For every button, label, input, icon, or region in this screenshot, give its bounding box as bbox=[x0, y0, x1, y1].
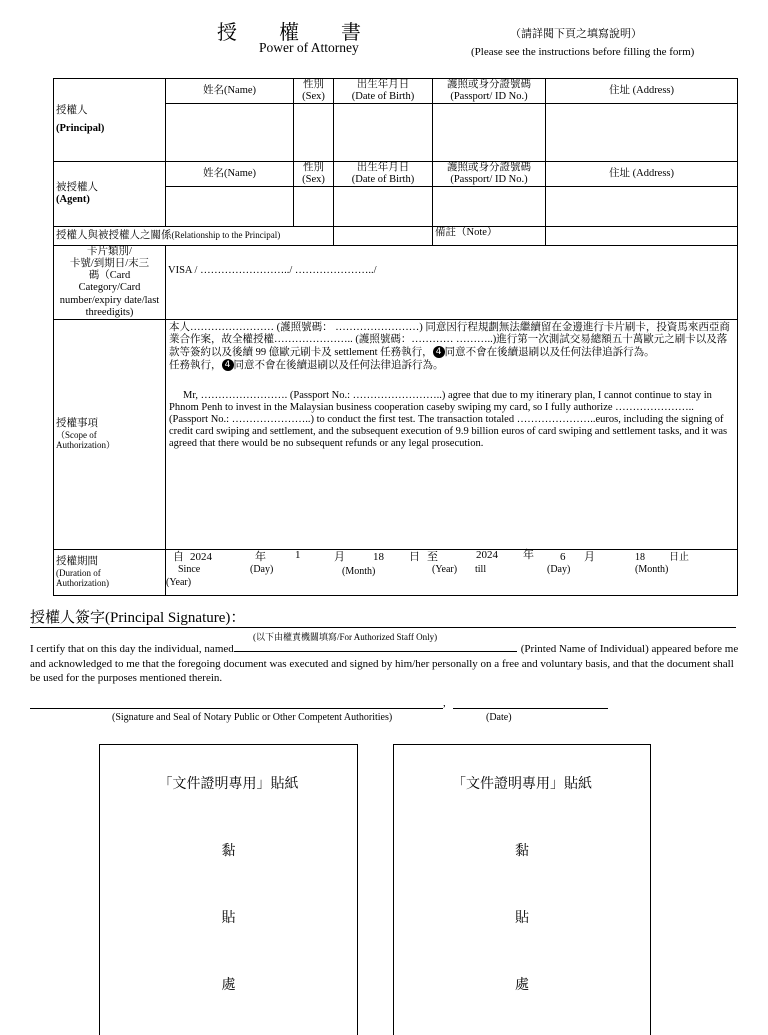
period-text: (Month) bbox=[635, 563, 669, 575]
relationship-label-cn: 授權人與被授權人之關係 bbox=[56, 230, 172, 242]
sticker-char: 處 bbox=[221, 978, 236, 993]
period-text: (Month) bbox=[342, 565, 376, 577]
agent-name-header bbox=[166, 162, 294, 187]
agent-name-field[interactable] bbox=[166, 187, 294, 227]
card-info-field[interactable]: VISA / ……………………../ …………………../ bbox=[166, 246, 738, 319]
scope-text-cn-repeat bbox=[169, 359, 734, 372]
agent-sex-field[interactable] bbox=[294, 187, 334, 227]
period-text: 自 bbox=[173, 550, 184, 563]
sticker-box bbox=[393, 744, 651, 1035]
principal-id-header bbox=[433, 79, 546, 104]
agent-label bbox=[54, 162, 166, 227]
relationship-label-en: (Relationship to the Principal) bbox=[171, 230, 281, 241]
sticker-char: 黏 bbox=[515, 844, 529, 859]
instructions-note-en: (Please see the instructions before filling the form) bbox=[471, 46, 695, 58]
scope-label-cn: 授權事項 bbox=[56, 417, 98, 429]
circled-number-icon: 4 bbox=[433, 346, 445, 358]
header-text: (Date of Birth) bbox=[351, 174, 415, 186]
card-label-line: threedigits) bbox=[85, 306, 134, 318]
agent-id-header bbox=[433, 162, 546, 187]
sticker-char: 黏 bbox=[221, 844, 236, 859]
period-field[interactable] bbox=[166, 549, 738, 595]
sticker-char: 貼 bbox=[221, 911, 236, 926]
period-text: 月 bbox=[334, 550, 345, 563]
period-text: (Year) bbox=[166, 576, 192, 588]
title-char: 書 bbox=[341, 22, 369, 44]
header-text: 姓名(Name) bbox=[202, 85, 257, 97]
principal-label-en: (Principal) bbox=[56, 123, 105, 135]
printed-name-field[interactable] bbox=[234, 641, 517, 652]
card-label-line: Category/Card bbox=[78, 282, 141, 294]
scope-text-en: Mr, ……………………. (Passport No.: ……………………..) agree that due to my itinerary plan, I cannot continue to stay in Phnom Penh to invest in the Malaysian business cooperation caseby swiping my card, so I fully authorize ………………….. (Passport No.: …………………..) to conduct the first test. The transaction totaled …………………..euros, including the signing of credit card swiping and settlement, and the subsequent execution of 9.9 billion euros of card swiping and settlement tasks, and it was agreed that there would be no subsequent refunds or any legal prosecution. bbox=[169, 389, 728, 450]
period-label-en: Authorization) bbox=[56, 578, 109, 589]
principal-dob-header bbox=[334, 79, 433, 104]
card-info-label bbox=[54, 246, 166, 319]
principal-id-field[interactable] bbox=[433, 104, 546, 162]
header-text: 住址 (Address) bbox=[608, 85, 675, 97]
sticker-title: 「文件證明專用」貼紙 bbox=[452, 777, 592, 792]
card-label-line: 卡號/到期日/末三 bbox=[69, 258, 150, 270]
relationship-label bbox=[54, 227, 334, 246]
period-text: (Day) bbox=[250, 563, 274, 575]
document-title-en: Power of Attorney bbox=[259, 40, 359, 55]
period-text: till bbox=[475, 563, 487, 575]
scope-label-en: Authorization） bbox=[56, 440, 115, 451]
title-char: 權 bbox=[279, 22, 307, 44]
period-text: 至 bbox=[427, 550, 438, 563]
sticker-box bbox=[99, 744, 358, 1035]
period-text: 年 bbox=[523, 548, 534, 561]
end-month-value: 6 bbox=[560, 550, 566, 563]
principal-signature-label: 授權人簽字(Principal Signature)： bbox=[30, 610, 246, 626]
agent-address-header bbox=[546, 162, 738, 187]
header-text: 性別 bbox=[303, 162, 324, 174]
cert-text: appeared before me and acknowledged to me that the foregoing document was executed and signed by him/her personally on a free and voluntary basis, and that the document shall be used for the purposes mentioned therein. bbox=[30, 643, 739, 684]
header-text: (Sex) bbox=[302, 91, 325, 103]
period-label bbox=[54, 549, 166, 595]
card-label-line: 碼（Card bbox=[88, 270, 131, 282]
header-text: 出生年月日 bbox=[356, 162, 410, 174]
staff-only-note: (以下由權責機關填寫/For Authorized Staff Only) bbox=[253, 632, 438, 642]
relationship-field[interactable] bbox=[334, 227, 433, 246]
title-char: 授 bbox=[217, 22, 245, 44]
principal-name-header bbox=[166, 79, 294, 104]
date-line[interactable] bbox=[453, 708, 608, 709]
scope-text-cn-part: 同意不會在後續退刷以及任何法律追訴行為。 bbox=[233, 359, 444, 371]
start-month-value: 1 bbox=[295, 548, 301, 561]
scope-text-cn-part: 本人…………………… (護照號碼： ……………………) 同意因行程規劃無法繼續留在金邊進行卡片刷卡，投資馬來西亞商業合作案，故全權授權………………….. (護照號碼：………… ………..)進行第一次測試交易總額五十萬歐元之刷卡以及落款等簽約以及後續 99 億歐元刷卡及 settlement 任務執行， bbox=[169, 321, 730, 358]
card-label-line: 卡片類別/ bbox=[87, 246, 132, 258]
principal-address-header bbox=[546, 79, 738, 104]
start-year-value: 2024 bbox=[190, 550, 212, 563]
scope-label bbox=[54, 319, 166, 549]
comma: , bbox=[443, 697, 446, 709]
authorization-form-table bbox=[53, 78, 738, 596]
header-text: 護照或身分證號碼 bbox=[447, 162, 531, 174]
principal-address-field[interactable] bbox=[546, 104, 738, 162]
period-text: 年 bbox=[255, 550, 266, 563]
cert-text: (Printed Name of Individual) bbox=[520, 643, 649, 655]
period-label-cn: 授權期間 bbox=[56, 555, 98, 567]
sticker-char: 處 bbox=[515, 978, 529, 993]
notary-signature-line[interactable] bbox=[30, 708, 443, 709]
period-text: 日止 bbox=[669, 551, 689, 563]
notary-caption: (Signature and Seal of Notary Public or Other Competent Authorities) bbox=[112, 712, 393, 723]
scope-text-cn-part: 同意不會在後續退刷以及任何法律追訴行為。 bbox=[444, 346, 655, 358]
period-text: (Year) bbox=[432, 563, 458, 575]
circled-number-icon: 4 bbox=[222, 359, 234, 371]
date-caption: (Date) bbox=[486, 712, 512, 723]
certification-text bbox=[30, 641, 740, 686]
cert-text: I certify that on this day the individual, named bbox=[30, 643, 234, 655]
note-field[interactable] bbox=[546, 227, 738, 246]
header-text: 護照或身分證號碼 bbox=[447, 79, 531, 90]
period-text: (Day) bbox=[547, 563, 571, 575]
principal-name-field[interactable] bbox=[166, 104, 294, 162]
header-text: (Date of Birth) bbox=[351, 91, 415, 103]
note-label: 備註（Note） bbox=[433, 227, 546, 246]
scope-label-en: （Scope of bbox=[56, 429, 97, 440]
sticker-title: 「文件證明專用」貼紙 bbox=[158, 777, 299, 792]
header-text: 出生年月日 bbox=[356, 79, 410, 90]
start-day-value: 18 bbox=[373, 550, 384, 563]
principal-label-cn: 授權人 bbox=[56, 105, 88, 116]
agent-sex-header bbox=[294, 162, 334, 187]
period-text: 月 bbox=[584, 550, 595, 563]
agent-label-cn: 被授權人 bbox=[56, 182, 98, 194]
signature-line[interactable] bbox=[30, 627, 736, 628]
instructions-note-cn: （請詳閱下頁之填寫說明） bbox=[510, 28, 642, 40]
agent-dob-field[interactable] bbox=[334, 187, 433, 227]
header-text: 姓名(Name) bbox=[202, 168, 257, 180]
header-text: 性別 bbox=[303, 79, 324, 90]
end-year-value: 2024 bbox=[476, 548, 498, 561]
principal-dob-field[interactable] bbox=[334, 104, 433, 162]
scope-text-cn-part: 任務執行， bbox=[169, 359, 222, 371]
sticker-char: 貼 bbox=[515, 911, 529, 926]
agent-label-en: (Agent) bbox=[56, 194, 90, 206]
period-text: 日 bbox=[409, 550, 420, 563]
agent-id-field[interactable] bbox=[433, 187, 546, 227]
header-text: 住址 (Address) bbox=[608, 168, 675, 180]
header-text: (Passport/ ID No.) bbox=[450, 174, 528, 186]
period-label-en: (Duration of bbox=[56, 567, 101, 578]
principal-sex-header bbox=[294, 79, 334, 104]
card-label-line: number/expiry date/last bbox=[59, 294, 160, 306]
scope-text-field[interactable] bbox=[166, 319, 738, 549]
header-text: (Sex) bbox=[302, 174, 325, 186]
principal-label bbox=[54, 79, 166, 162]
principal-sex-field[interactable] bbox=[294, 104, 334, 162]
period-text: Since bbox=[178, 563, 201, 575]
agent-dob-header bbox=[334, 162, 433, 187]
header-text: (Passport/ ID No.) bbox=[450, 91, 528, 103]
agent-address-field[interactable] bbox=[546, 187, 738, 227]
scope-text-cn bbox=[169, 322, 734, 359]
end-day-value: 18 bbox=[635, 551, 645, 563]
